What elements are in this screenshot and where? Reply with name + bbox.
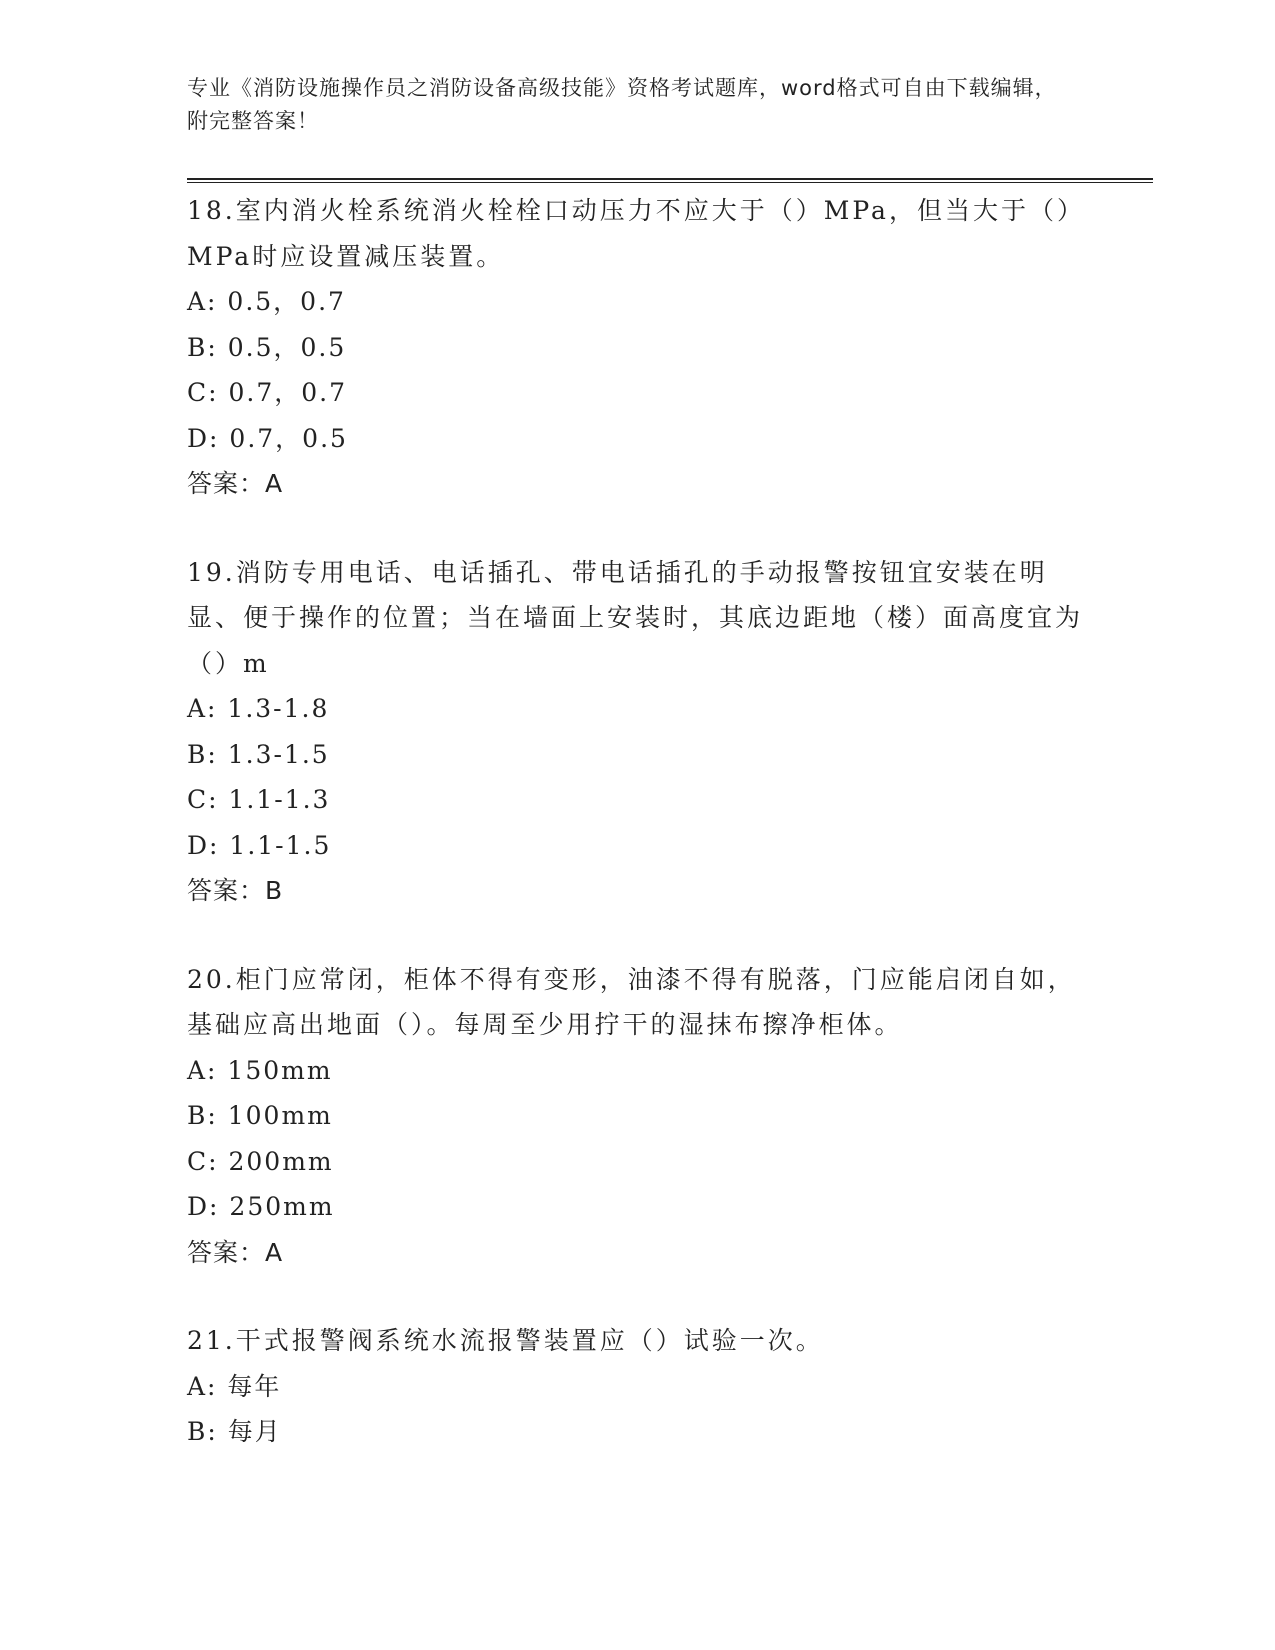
header-divider [187,178,1153,183]
question-list [187,188,1087,1498]
question-text: 18.室内消火栓系统消火栓栓口动压力不应大于（）MPa，但当大于（）MPa时应设置减压装置。 [187,196,1085,271]
question-20 [187,957,1087,1276]
answer-label: 答案：A [187,1237,284,1267]
header-intro-text: 专业《消防设施操作员之消防设备高级技能》资格考试题库，word格式可自由下载编辑，附完整答案！ [187,76,1057,133]
option-d: D: 250mm [187,1192,335,1221]
question-19 [187,550,1087,914]
option-b: B: 1.3-1.5 [187,739,330,769]
option-c: C: 0.7，0.7 [187,378,348,407]
option-c: C: 1.1-1.3 [187,785,331,814]
option-a: A: 1.3-1.8 [187,694,330,723]
question-text: 21.干式报警阀系统水流报警装置应（）试验一次。 [187,1326,824,1355]
option-b: B: 100mm [187,1101,333,1130]
option-b: B: 每月 [187,1417,282,1446]
question-text: 20.柜门应常闭，柜体不得有变形，油漆不得有脱落，门应能启闭自如，基础应高出地面（）。每周至少用拧干的湿抹布擦净柜体。 [187,964,1076,1039]
option-a: A: 0.5，0.7 [187,287,346,316]
option-c: C: 200mm [187,1146,334,1176]
answer-label: 答案：B [187,876,284,905]
option-b: B: 0.5，0.5 [187,332,347,362]
option-d: D: 0.7，0.5 [187,423,348,453]
option-a: A: 每年 [187,1371,282,1401]
option-a: A: 150mm [187,1055,333,1085]
question-21 [187,1318,1087,1455]
question-18 [187,188,1087,507]
option-d: D: 1.1-1.5 [187,830,332,860]
document-header [187,72,1067,138]
question-text: 19.消防专用电话、电话插孔、带电话插孔的手动报警按钮宜安装在明显、便于操作的位置；当在墙面上安装时，其底边距地（楼）面高度宜为（）m [187,557,1084,678]
answer-label: 答案：A [187,469,284,498]
